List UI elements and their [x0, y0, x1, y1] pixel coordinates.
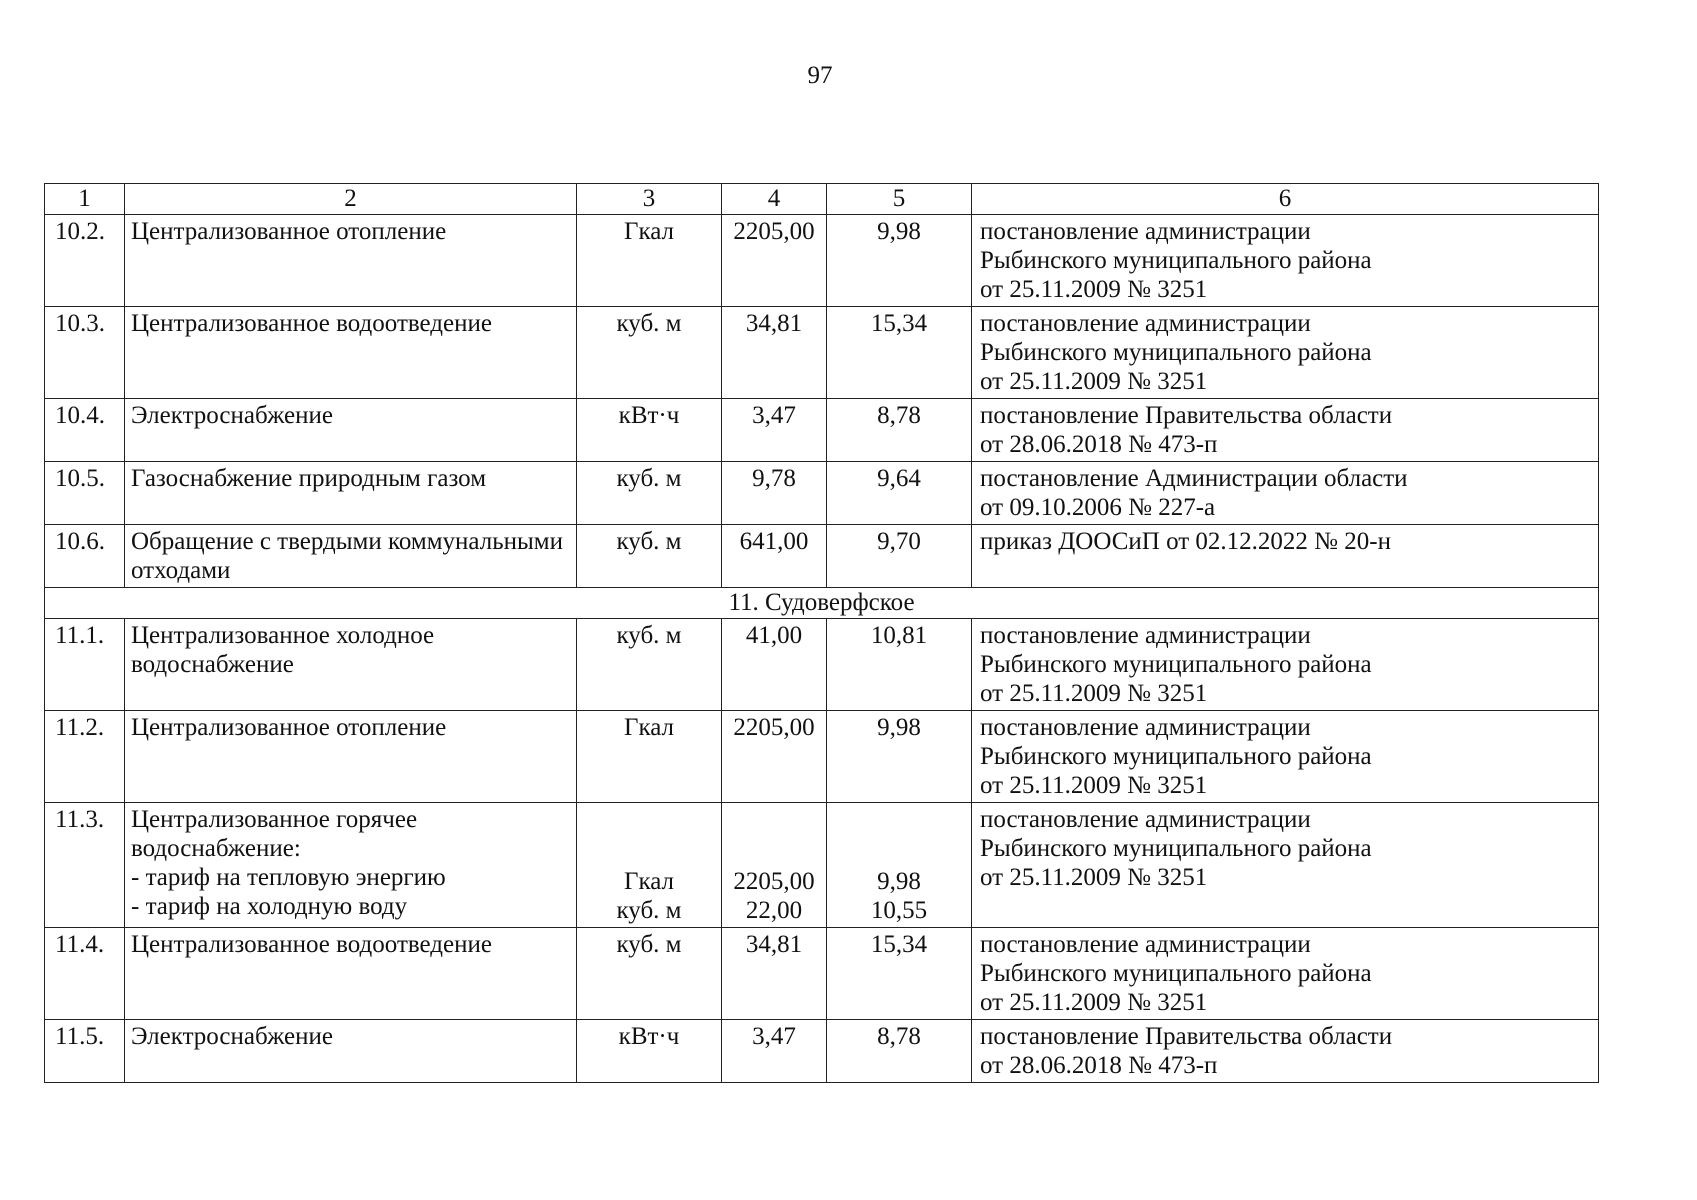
table-row	[45, 711, 1599, 803]
section-row	[45, 588, 1599, 619]
rate	[827, 803, 972, 928]
legal-basis-line: от 25.11.2009 № 3251	[980, 276, 1208, 303]
column-header: 6	[972, 184, 1599, 215]
row-number: 10.2.	[45, 215, 125, 307]
unit: куб. м	[577, 928, 722, 1020]
service-name: Централизованное отопление	[125, 711, 577, 803]
service-name: Централизованное отопление	[125, 215, 577, 307]
unit: куб. м	[577, 462, 722, 525]
unit: кВт·ч	[577, 1020, 722, 1083]
unit: Гкал	[577, 215, 722, 307]
service-name-main: Централизованное горячее водоснабжение:	[131, 806, 418, 862]
service-name: Централизованное холодное водоснабжение	[125, 619, 577, 711]
row-number: 11.3.	[45, 803, 125, 928]
quantity: 3,47	[722, 399, 827, 462]
rate: 9,64	[827, 462, 972, 525]
row-number: 10.5.	[45, 462, 125, 525]
legal-basis-line: от 25.11.2009 № 3251	[980, 989, 1208, 1016]
legal-basis-line: Рыбинского муниципального района	[980, 960, 1372, 987]
rate: 8,78	[827, 399, 972, 462]
unit: куб. м	[577, 307, 722, 399]
quantity-cold-water: 22,00	[745, 897, 803, 924]
quantity: 3,47	[722, 1020, 827, 1083]
table-row	[45, 215, 1599, 307]
page-number: 97	[807, 62, 833, 89]
quantity: 34,81	[722, 928, 827, 1020]
row-number: 11.1.	[45, 619, 125, 711]
column-header: 3	[577, 184, 722, 215]
service-name: Обращение с твердыми коммунальными отходами	[125, 525, 577, 588]
rate: 9,98	[827, 215, 972, 307]
table-row	[45, 399, 1599, 462]
column-header: 2	[125, 184, 577, 215]
legal-basis	[972, 1020, 1599, 1083]
legal-basis	[972, 525, 1599, 588]
quantity	[722, 803, 827, 928]
row-number: 11.5.	[45, 1020, 125, 1083]
unit: куб. м	[577, 619, 722, 711]
legal-basis	[972, 215, 1599, 307]
rate: 9,98	[827, 711, 972, 803]
legal-basis-line: Рыбинского муниципального района	[980, 651, 1372, 678]
rate: 10,81	[827, 619, 972, 711]
table-row	[45, 803, 1599, 928]
legal-basis-line: постановление администрации	[980, 931, 1311, 958]
rate: 15,34	[827, 928, 972, 1020]
legal-basis-line: постановление Администрации области	[980, 465, 1408, 492]
unit: Гкал	[577, 711, 722, 803]
quantity: 641,00	[722, 525, 827, 588]
column-header: 1	[45, 184, 125, 215]
legal-basis-line: от 28.06.2018 № 473-п	[980, 1052, 1218, 1079]
unit-cold-water: куб. м	[616, 897, 682, 924]
legal-basis	[972, 462, 1599, 525]
service-name	[125, 803, 577, 928]
rate-thermal: 9,98	[877, 868, 921, 895]
service-name: Газоснабжение природным газом	[125, 462, 577, 525]
legal-basis	[972, 399, 1599, 462]
table-row	[45, 307, 1599, 399]
legal-basis-line: постановление администрации	[980, 622, 1311, 649]
legal-basis-line: приказ ДООСиП от 02.12.2022 № 20-н	[980, 528, 1391, 555]
table-row	[45, 619, 1599, 711]
legal-basis-line: от 25.11.2009 № 3251	[980, 680, 1208, 707]
quantity: 9,78	[722, 462, 827, 525]
legal-basis	[972, 619, 1599, 711]
legal-basis-line: постановление Правительства области	[980, 1023, 1393, 1050]
table-row	[45, 928, 1599, 1020]
legal-basis-line: постановление администрации	[980, 310, 1311, 337]
legal-basis-line: постановление Правительства области	[980, 402, 1393, 429]
legal-basis	[972, 307, 1599, 399]
rate: 8,78	[827, 1020, 972, 1083]
tariff-thermal-label: - тариф на тепловую энергию	[131, 864, 446, 891]
service-name: Централизованное водоотведение	[125, 307, 577, 399]
column-header: 5	[827, 184, 972, 215]
table-row	[45, 525, 1599, 588]
unit	[577, 803, 722, 928]
unit: куб. м	[577, 525, 722, 588]
legal-basis-line: Рыбинского муниципального района	[980, 743, 1372, 770]
table-row	[45, 1020, 1599, 1083]
legal-basis-line: Рыбинского муниципального района	[980, 339, 1372, 366]
legal-basis-line: от 25.11.2009 № 3251	[980, 368, 1208, 395]
legal-basis-line: Рыбинского муниципального района	[980, 835, 1372, 862]
legal-basis-line: Рыбинского муниципального района	[980, 247, 1372, 274]
service-name: Электроснабжение	[125, 399, 577, 462]
quantity-thermal: 2205,00	[733, 868, 815, 895]
unit-thermal: Гкал	[623, 868, 674, 895]
row-number: 10.4.	[45, 399, 125, 462]
legal-basis-line: от 28.06.2018 № 473-п	[980, 431, 1218, 458]
section-title: 11. Судоверфское	[45, 588, 1599, 619]
legal-basis-line: от 09.10.2006 № 227-а	[980, 494, 1216, 521]
rate: 15,34	[827, 307, 972, 399]
legal-basis	[972, 803, 1599, 928]
row-number: 10.6.	[45, 525, 125, 588]
rate: 9,70	[827, 525, 972, 588]
tariff-table	[44, 183, 1599, 1083]
quantity: 41,00	[722, 619, 827, 711]
legal-basis-line: от 25.11.2009 № 3251	[980, 772, 1208, 799]
unit: кВт·ч	[577, 399, 722, 462]
legal-basis	[972, 711, 1599, 803]
quantity: 2205,00	[722, 711, 827, 803]
quantity: 34,81	[722, 307, 827, 399]
row-number: 11.4.	[45, 928, 125, 1020]
service-name: Централизованное водоотведение	[125, 928, 577, 1020]
column-header: 4	[722, 184, 827, 215]
quantity: 2205,00	[722, 215, 827, 307]
service-name: Электроснабжение	[125, 1020, 577, 1083]
tariff-cold-water-label: - тариф на холодную воду	[131, 893, 408, 920]
table-row	[45, 462, 1599, 525]
legal-basis-line: постановление администрации	[980, 714, 1311, 741]
rate-cold-water: 10,55	[870, 897, 928, 924]
legal-basis-line: от 25.11.2009 № 3251	[980, 864, 1208, 891]
row-number: 10.3.	[45, 307, 125, 399]
legal-basis-line: постановление администрации	[980, 218, 1311, 245]
header-row	[45, 184, 1599, 215]
legal-basis	[972, 928, 1599, 1020]
row-number: 11.2.	[45, 711, 125, 803]
legal-basis-line: постановление администрации	[980, 806, 1311, 833]
